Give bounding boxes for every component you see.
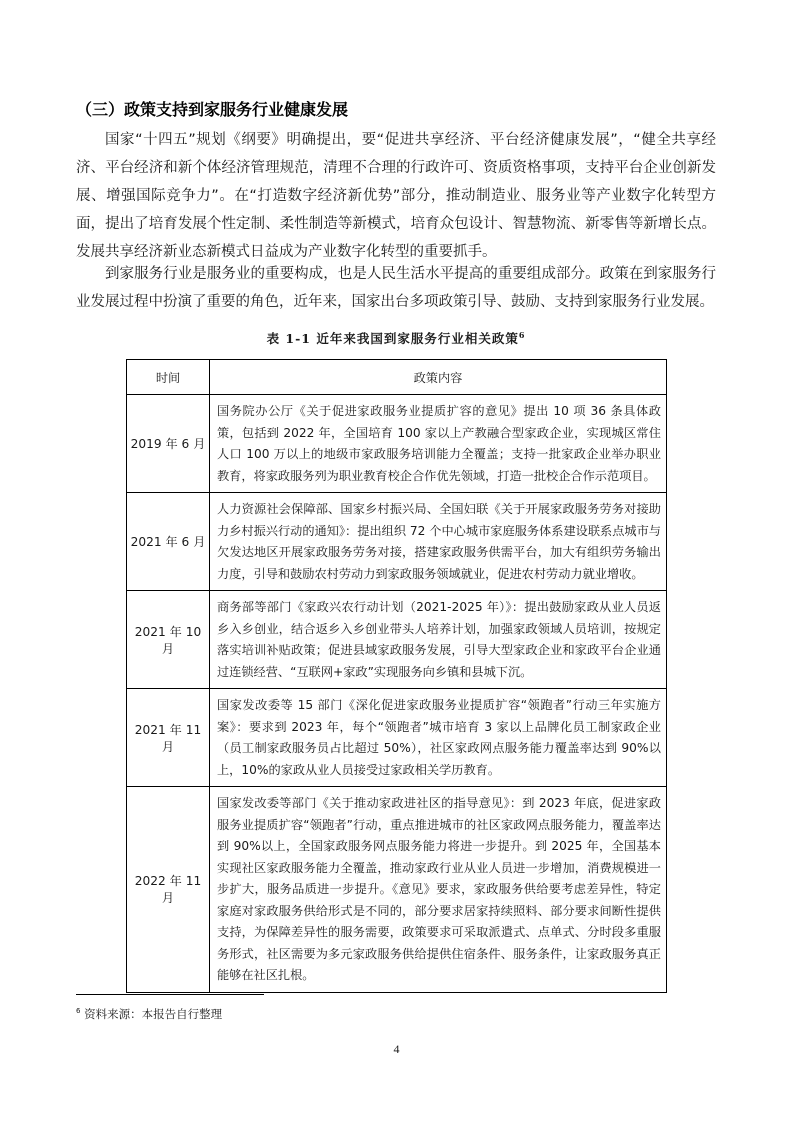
table-caption xyxy=(76,325,716,349)
policy-table xyxy=(126,359,667,993)
table-caption-text: 表 1-1 近年来我国到家服务行业相关政策 xyxy=(266,331,519,347)
row-content-cell: 国家发改委等 15 部门《深化促进家政服务业提质扩容“领跑者”行动三年实施方案》：要求到 2023 年，每个“领跑者”城市培育 3 家以上品牌化员工制家政企业（员工制家政服务员占比超过 50%），社区家政网点服务能力覆盖率达到 90%以上，10%的家政从业人员接受过家政相关学历教育。 xyxy=(210,689,667,787)
row-time-cell: 2022 年 11 月 xyxy=(127,787,210,993)
row-time-cell: 2021 年 10 月 xyxy=(127,591,210,689)
row-time-cell: 2021 年 11 月 xyxy=(127,689,210,787)
column-header-time: 时间 xyxy=(127,360,210,395)
footnote xyxy=(76,1002,222,1023)
table-row xyxy=(127,787,667,993)
body-paragraph: 国家“十四五”规划《纲要》明确提出，要“促进共享经济、平台经济健康发展”，“健全共享经济、平台经济和新个体经济管理规范，清理不合理的行政许可、资质资格事项，支持平台企业创新发展、增强国际竞争力”。在“打造数字经济新优势”部分，推动制造业、服务业等产业数字化转型方面，提出了培育发展个性定制、柔性制造等新模式，培育众包设计、智慧物流、新零售等新增长点。发展共享经济新业态新模式日益成为产业数字化转型的重要抓手。 xyxy=(76,132,716,260)
row-time-cell: 2019 年 6 月 xyxy=(127,395,210,493)
table-header-row xyxy=(127,360,667,395)
table-row xyxy=(127,689,667,787)
footnote-divider xyxy=(76,994,264,995)
section-heading: （三）政策支持到家服务行业健康发展 xyxy=(76,100,349,119)
table-row xyxy=(127,395,667,493)
table-row xyxy=(127,591,667,689)
footnote-text: 资料来源：本报告自行整理 xyxy=(80,1006,223,1021)
row-content-cell: 国家发改委等部门《关于推动家政进社区的指导意见》：到 2023 年底，促进家政服务业提质扩容“领跑者”行动，重点推进城市的社区家政网点服务能力，覆盖率达到 90%以上，全国家政服务网点服务能力将进一步提升。到 2025 年，全国基本实现社区家政服务能力全覆盖，推动家政行业从业人员进一步增加，消费规模进一步扩大，服务品质进一步提升。《意见》要求，家政服务供给要考虑差异性，特定家庭对家政服务供给形式是不同的，部分要求居家持续照料、部分要求间断性提供支持，为保障差异性的服务需要，政策要求可采取派遣式、点单式、分时段多重服务形式，社区需要为多元家政服务供给提供住宿条件、服务条件，让家政服务真正能够在社区扎根。 xyxy=(210,787,667,993)
body-paragraph: 到家服务行业是服务业的重要构成，也是人民生活水平提高的重要组成部分。政策在到家服务行业发展过程中扮演了重要的角色，近年来，国家出台多项政策引导、鼓励、支持到家服务行业发展。 xyxy=(76,266,716,310)
page-number: 4 xyxy=(393,1042,400,1056)
column-header-content: 政策内容 xyxy=(210,360,667,395)
row-content-cell: 商务部等部门《家政兴农行动计划（2021-2025 年）》：提出鼓励家政从业人员返乡入乡创业，结合返乡入乡创业带头人培养计划，加强家政领域人员培训，按规定落实培训补贴政策；促进县域家政服务发展，引导大型家政企业和家政平台企业通过连锁经营、“互联网+家政”实现服务向乡镇和县城下沉。 xyxy=(210,591,667,689)
table-row xyxy=(127,493,667,591)
footnote-marker: 6 xyxy=(76,1007,81,1015)
table-caption-footnote-ref: 6 xyxy=(518,330,526,340)
row-content-cell: 国务院办公厅《关于促进家政服务业提质扩容的意见》提出 10 项 36 条具体政策，包括到 2022 年，全国培育 100 家以上产教融合型家政企业，实现城区常住人口 100 万以上的地级市家政服务培训能力全覆盖；支持一批家政企业举办职业教育，将家政服务列为职业教育校企合作优先领域，打造一批校企合作示范项目。 xyxy=(210,395,667,493)
row-time-cell: 2021 年 6 月 xyxy=(127,493,210,591)
row-content-cell: 人力资源社会保障部、国家乡村振兴局、全国妇联《关于开展家政服务劳务对接助力乡村振兴行动的通知》：提出组织 72 个中心城市家庭服务体系建设联系点城市与欠发达地区开展家政服务劳务对接，搭建家政服务供需平台，加大有组织劳务输出力度，引导和鼓励农村劳动力到家政服务领域就业，促进农村劳动力就业增收。 xyxy=(210,493,667,591)
